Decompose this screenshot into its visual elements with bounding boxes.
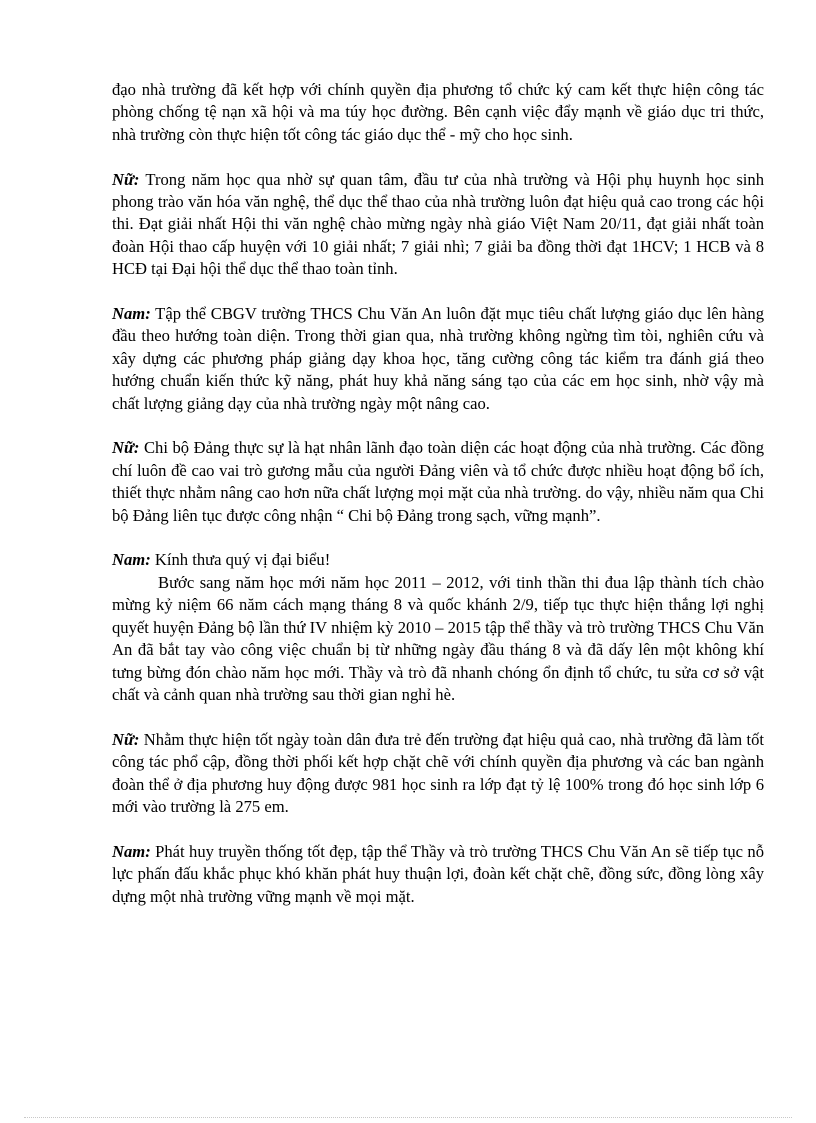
document-page xyxy=(112,79,764,930)
paragraph-text: Phát huy truyền thống tốt đẹp, tập thể Thầy và trò trường THCS Chu Văn An sẽ tiếp tục nỗ lực phấn đấu khắc phục khó khăn phát huy thuận lợi, đoàn kết chặt chẽ, đồng sức, đồng lòng xây dựng một nhà trường vững mạnh về mọi mặt. xyxy=(112,841,764,906)
paragraph-nam-1 xyxy=(112,303,764,415)
paragraph-continuation: Bước sang năm học mới năm học 2011 – 2012, với tinh thần thi đua lập thành tích chào mừng kỷ niệm 66 năm cách mạng tháng 8 và quốc khánh 2/9, tiếp tục thực hiện thắng lợi nghị quyết huyện Đảng bộ lần thứ IV nhiệm kỳ 2010 – 2015 tập thể thầy và trò trường THCS Chu Văn An đã bắt tay vào công việc chuẩn bị từ những ngày đầu tháng 8 và đã dấy lên một không khí tưng bừng đón chào năm học mới. Thầy và trò đã nhanh chóng ổn định tổ chức, tu sửa cơ sở vật chất và cảnh quan nhà trường sau thời gian nghỉ hè. xyxy=(112,572,764,704)
paragraph-text: Chi bộ Đảng thực sự là hạt nhân lãnh đạo toàn diện các hoạt động của nhà trường. Các đồng chí luôn đề cao vai trò gương mẫu của người Đảng viên và tổ chức được nhiều hoạt động bổ ích, thiết thực nhằm nâng cao hơn nữa chất lượng mọi mặt của nhà trường. do vậy, nhiều năm qua Chi bộ Đảng liên tục được công nhận “ Chi bộ Đảng trong sạch, vững mạnh”. xyxy=(112,438,764,525)
paragraph-nu-2 xyxy=(112,437,764,527)
greeting-text: Kính thưa quý vị đại biểu! xyxy=(150,550,331,570)
speaker-label-nam: Nam: xyxy=(112,550,151,570)
paragraph-text: Tập thể CBGV trường THCS Chu Văn An luôn đặt mục tiêu chất lượng giáo dục lên hàng đầu theo hướng toàn diện. Trong thời gian qua, nhà trường không ngừng tìm tòi, nghiên cứu và xây dựng các phương pháp giảng dạy khoa học, tăng cường công tác kiểm tra đánh giá theo hướng chuẩn kiến thức kỹ năng, phát huy khả năng sáng tạo của các em học sinh, nhờ vậy mà chất lượng giảng dạy của nhà trường ngày một nâng cao. xyxy=(112,304,764,413)
paragraph-text: Nhằm thực hiện tốt ngày toàn dân đưa trẻ đến trường đạt hiệu quả cao, nhà trường đã làm tốt công tác phổ cập, đồng thời phối kết hợp chặt chẽ với chính quyền địa phương và các ban ngành đoàn thể ở địa phương huy động được 981 học sinh ra lớp đạt tỷ lệ 100% trong đó học sinh lớp 6 mới vào trường là 275 em. xyxy=(112,729,764,816)
paragraph-nam-2 xyxy=(112,549,764,706)
paragraph-text: đạo nhà trường đã kết hợp với chính quyền địa phương tổ chức ký cam kết thực hiện công tác phòng chống tệ nạn xã hội và ma túy học đường. Bên cạnh việc đẩy mạnh về giáo dục tri thức, nhà trường còn thực hiện tốt công tác giáo dục thể - mỹ cho học sinh. xyxy=(112,80,764,144)
speaker-label-nam: Nam: xyxy=(112,841,151,861)
speaker-label-nu: Nữ: xyxy=(112,729,140,749)
speaker-label-nu: Nữ: xyxy=(112,169,140,189)
paragraph-text: Trong năm học qua nhờ sự quan tâm, đầu tư của nhà trường và Hội phụ huynh học sinh phong trào văn hóa văn nghệ, thể dục thể thao của nhà trường luôn đạt hiệu quả cao trong các hội thi. Đạt giải nhất Hội thi văn nghệ chào mừng ngày nhà giáo Việt Nam 20/11, đạt giải nhất toàn đoàn Hội thao cấp huyện với 10 giải nhất; 7 giải nhì; 7 giải ba đồng thời đạt 1HCV; 1 HCB và 8 HCĐ tại Đại hội thể dục thể thao toàn tỉnh. xyxy=(112,169,764,279)
page-bottom-divider xyxy=(24,1117,792,1118)
paragraph-nu-1 xyxy=(112,169,764,281)
paragraph-nu-3 xyxy=(112,729,764,819)
paragraph-intro xyxy=(112,79,764,146)
speaker-label-nu: Nữ: xyxy=(112,438,140,458)
speaker-label-nam: Nam: xyxy=(112,304,151,324)
paragraph-nam-3 xyxy=(112,841,764,908)
